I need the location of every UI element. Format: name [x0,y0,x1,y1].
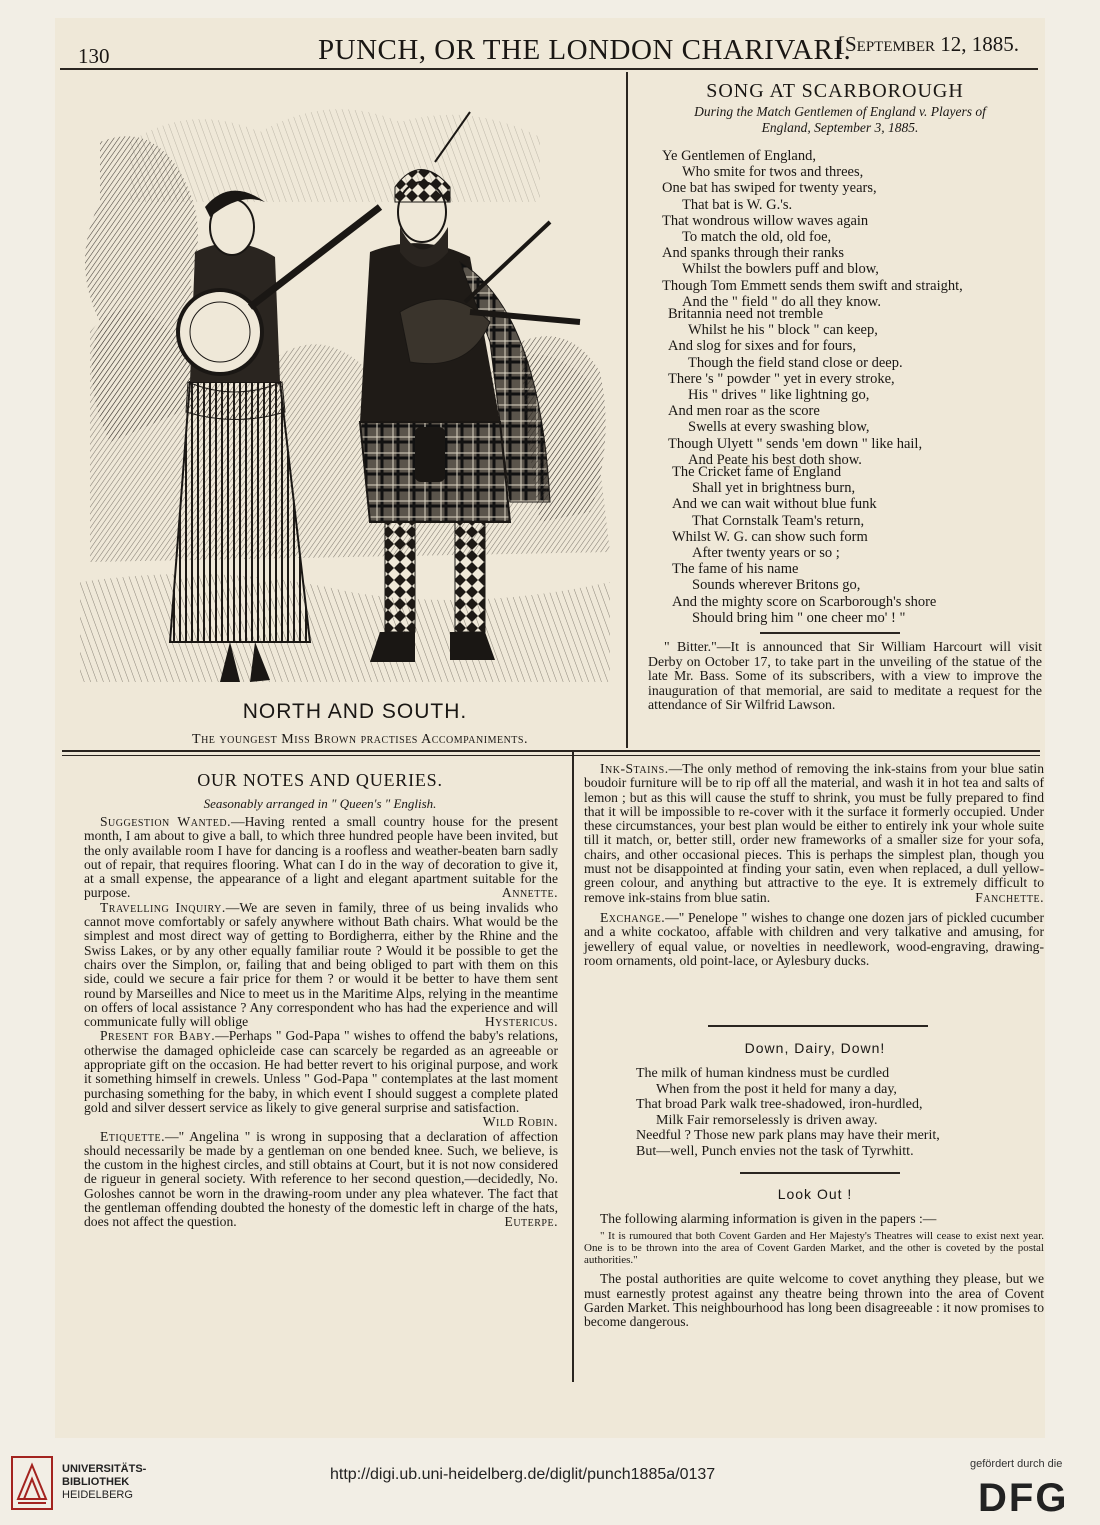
song-stanza-3 [672,464,1052,626]
inkstains-entry [584,762,1044,905]
notes-entry [84,815,558,901]
lookout-intro: The following alarming information is given in the papers :— [600,1211,937,1226]
verse-line: But—well, Punch envies not the task of Tyrwhitt. [636,1143,914,1159]
header-rule [60,68,1038,70]
illustration [70,82,620,692]
illustration-caption-subtitle: The youngest Miss Brown practises Accompaniments. [192,732,528,747]
verse-line: Britannia need not tremble [668,306,824,322]
verse-line: That bat is W. G.'s. [682,196,793,213]
verse-line: Though the field stand close or deep. [688,354,903,371]
library-name [62,1463,146,1502]
verse-line: To match the old, old foe, [682,229,832,246]
verse-line: And men roar as the score [668,403,820,420]
notes-title: OUR NOTES AND QUERIES. [197,770,443,790]
entry-text: —The only method of removing the ink-stains from your blue satin boudoir furniture will be to rip off all the material, and wash it in hot tea and salts of lemon ; but as this will cause the stuff to shrink, you must be fully prepared to find that it will be impossible to re-cover with it the surface it formerly occupied. Under these circumstances, your best plan would be either to entirely ink your whole suite till it match, or, better still, order new frameworks of a smaller size for your sofa, chairs, and other occasional pieces. This is perhaps the simplest plan, though you must not be disappointed at finding your satin, even when replaced, a dull yellow-green colour, and anything but attractive to the eye. It is extremely difficult to remove ink-stains from blue satin. [584,761,1044,905]
verse-line: One bat has swiped for twenty years, [662,180,877,197]
song-subtitle-line-1: During the Match Gentlemen of England v. Players of [694,104,986,119]
verse-line: Should bring him " one cheer mo' ! " [692,609,906,626]
verse-line: And Peate his best doth show. [688,451,862,468]
notes-entry [84,901,558,1030]
verse-line: Shall yet in brightness burn, [692,480,856,497]
verse-line: When from the post it held for many a day, [656,1081,897,1097]
song-subtitle-line-2: England, September 3, 1885. [761,120,919,135]
illustration-caption-title: NORTH AND SOUTH. [242,700,468,723]
song-stanza-2 [668,306,1048,468]
verse-line: The fame of his name [672,561,799,578]
verse-line: That wondrous willow waves again [662,212,869,229]
entry-signature: Wild Robin. [482,1114,558,1130]
verse-line: Though Ulyett " sends 'em down " like hail, [668,435,923,452]
entry-signature: Hystericus. [484,1014,558,1030]
notes-subtitle: Seasonably arranged in " Queen's " English. [203,796,437,811]
dairy-poem [636,1066,1036,1160]
section-rule [740,1172,900,1174]
lookout-text: The postal authorities are quite welcome to covet anything they please, but we must earnestly protest against any theatre being thrown into the area of Covent Garden Market. This neighbourhood has long been disagreeable : it now promises to become dangerous. [584,1271,1044,1330]
library-seal-icon [10,1455,54,1511]
verse-line: Whilst he his " block " can keep, [688,322,878,339]
verse-line: There 's " powder " yet in every stroke, [668,370,895,387]
verse-line: Milk Fair remorselessly is driven away. [656,1112,878,1128]
song-subtitle [640,104,1040,136]
funding-note: gefördert durch die [970,1458,1063,1470]
verse-line: Ye Gentlemen of England, [662,148,816,164]
verse-line: And we can wait without blue funk [672,496,877,513]
source-url[interactable]: http://digi.ub.uni-heidelberg.de/diglit/punch1885a/0137 [330,1466,716,1483]
verse-line: That broad Park walk tree-shadowed, iron-hurdled, [636,1097,923,1113]
page-number: 130 [78,44,110,68]
library-name-line: BIBLIOTHEK [62,1476,130,1488]
notes-entry [84,1028,559,1130]
notes-column [84,815,558,1230]
verse-line: After twenty years or so ; [692,545,840,562]
issue-date: [September 12, 1885. [838,32,1020,56]
entry-heading: Ink-Stains. [600,761,669,776]
verse-line: Whilst the bowlers puff and blow, [682,261,879,278]
entry-heading: Exchange. [600,909,666,925]
entry-heading: Travelling Inquiry. [100,899,226,915]
lookout-quote: " It is rumoured that both Covent Garden and Her Majesty's Theatres will cease to exist next year. One is to be thrown into the area of Covent Garden Market, and the other is coveted by the postal authorities." [584,1230,1044,1267]
north-and-south-engraving [70,82,620,692]
entry-signature: Euterpe. [504,1214,558,1230]
lookout-title: Look Out ! [777,1186,853,1202]
entry-signature: Annette. [501,885,558,901]
dairy-title: Down, Dairy, Down! [744,1040,886,1056]
song-stanza-1 [662,148,1042,310]
entry-text: —Perhaps " God-Papa " wishes to offend the baby's relations, otherwise the damaged ophicleide case can scarcely be regarded as an agreeable or appropriate gift on the occasion. He had better revert to his original purpose, and work it something himself in crewels. Unless " God-Papa " contemplates at the last moment purchasing something for the baby, in which event I should suggest a complete plated gold and silver dessert service as likely to give general surprise and satisfaction. [84,1028,559,1115]
entry-text: —Having rented a small country house for the present month, I am about to give a ball, to which three hundred people have been invited, but the only available room I have for dancing is a roofless and weather-beaten barn sadly out of repair, that requires flooring. What can I do in the way of decoration to give it, at a small expense, the appearance of a light and elegant apartment suitable for the purpose. [84,814,558,901]
entry-heading: Present for Baby. [100,1028,216,1044]
column-rule-bottom [572,752,574,1382]
section-rule [708,1025,928,1027]
mid-rule [62,750,1040,752]
entry-text: —" Penelope " wishes to change one dozen jars of pickled cucumber and a white cockatoo, affable with children and very talkative and amusing, for jewellery of equal value, or novelties in needlework, wood-engraving, drawing-room ornaments, old point-lace, or Aylesbury ducks. [584,909,1044,968]
verse-line: His " drives " like lightning go, [688,387,870,404]
verse-line: Needful ? Those new park plans may have their merit, [636,1128,940,1144]
lookout-section [584,1212,1044,1329]
entry-text: —We are seven in family, three of us being invalids who cannot move comfortably or safely anywhere without Bath chairs. What would be the simplest and most direct way of getting to Bordigherra, either by the Rhine and the Swiss Lakes, or by any other equally familiar route ? Would it be possible to get the chairs over the Simplon, or, failing that and being obliged to part with them on this side, could we secure a fair price for them ? or would it be better to have them sent round by Marseilles and Nice to meet us in the Maritime Alps, relying in the meantime on offers of local assistance ? Any correspondent who has had the experience and will communicate fully will oblige [84,899,558,1030]
library-logo [10,1455,54,1511]
verse-line: And the " field " do all they know. [682,293,881,310]
right-column [584,762,1044,968]
mid-rule-2 [62,755,1040,756]
entry-text: —" Angelina " is wrong in supposing that a declaration of affection should necessarily be made by a gentleman on one bended knee. Such, we believe, is the custom in the highest circles, and still obtains at Court, but it is not now considered de rigueur in general society. With reference to her second question,—decidedly, No. Goloshes cannot be worn in the drawing-room under any plea whatever. The fact that the gentleman offending doubted the honesty of the domestic left in charge of the hats, does not affect the question. [84,1128,558,1230]
masthead-title: PUNCH, OR THE LONDON CHARIVARI. [318,34,852,66]
verse-line: The Cricket fame of England [672,464,842,480]
exchange-entry [584,911,1044,968]
verse-line: Though Tom Emmett sends them swift and straight, [662,277,963,294]
verse-line: Swells at every swashing blow, [688,419,870,436]
column-rule-top [626,72,628,748]
verse-line: Whilst W. G. can show such form [672,528,868,545]
library-name-line: HEIDELBERG [62,1489,133,1501]
notes-entry [84,1130,558,1230]
verse-line: And the mighty score on Scarborough's shore [672,593,937,610]
verse-line: And slog for sixes and for fours, [668,338,857,355]
verse-line: Sounds wherever Britons go, [692,577,861,594]
entry-heading: Suggestion Wanted. [100,814,232,829]
library-name-line: UNIVERSITÄTS- [62,1463,147,1475]
entry-heading: Etiquette. [100,1128,166,1144]
verse-line: Who smite for twos and threes, [682,164,864,181]
dfg-logo: DFG [978,1476,1069,1520]
verse-line: That Cornstalk Team's return, [692,512,865,529]
section-rule [760,632,900,634]
entry-signature: Fanchette. [975,889,1044,905]
song-title: SONG AT SCARBOROUGH [706,80,964,102]
bitter-paragraph: " Bitter."—It is announced that Sir William Harcourt will visit Derby on October 17, to take part in the unveiling of the statue of the late Mr. Bass. Some of its subscribers, with a view to improve the inauguration of that memorial, are said to meditate a request for the attendance of Sir Wilfrid Lawson. [648,639,1042,713]
verse-line: And spanks through their ranks [662,245,845,262]
verse-line: The milk of human kindness must be curdled [636,1066,890,1081]
